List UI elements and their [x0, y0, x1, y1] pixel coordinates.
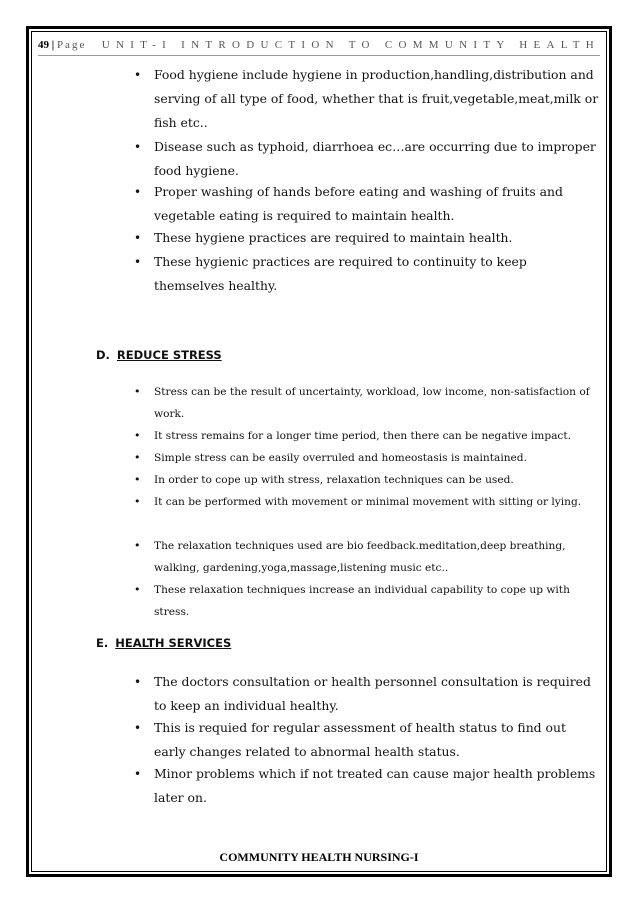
bullet-icon: • — [134, 721, 142, 735]
section-letter: D. — [96, 348, 110, 362]
list-item — [134, 670, 600, 718]
list-item-text: This is requied for regular assessment of health status to find out early changes related to abnormal health status. — [154, 720, 566, 759]
list-item — [134, 135, 600, 183]
page-separator: | — [51, 39, 55, 51]
list-item-text: Minor problems which if not treated can cause major health problems later on. — [154, 766, 596, 805]
list-item — [134, 250, 600, 298]
list-item — [134, 63, 600, 135]
section-title: HEALTH SERVICES — [115, 636, 232, 650]
bullet-icon: • — [134, 429, 141, 442]
list-item — [134, 447, 600, 469]
bullet-icon: • — [134, 675, 142, 689]
list-item-text: These relaxation techniques increase an individual capability to cope up with stress. — [154, 584, 570, 618]
bullet-icon: • — [134, 231, 142, 245]
bullet-icon: • — [134, 495, 141, 508]
page-footer: COMMUNITY HEALTH NURSING-I — [219, 850, 419, 864]
bullet-icon: • — [134, 385, 141, 398]
page-number-label — [38, 39, 86, 51]
section-letter: E. — [96, 636, 109, 650]
page-word: Page — [56, 39, 87, 51]
list-item-text: It stress remains for a longer time period, then there can be negative impact. — [154, 430, 571, 442]
bullet-icon: • — [134, 473, 141, 486]
list-item — [134, 535, 600, 579]
list-item — [134, 716, 600, 764]
list-item-text: It can be performed with movement or minimal movement with sitting or lying. — [154, 496, 582, 508]
bullet-icon: • — [134, 451, 141, 464]
list-item — [134, 491, 600, 513]
list-item — [134, 762, 600, 810]
bullet-icon: • — [134, 255, 142, 269]
list-item — [134, 425, 600, 447]
list-item — [134, 180, 600, 228]
list-item — [134, 469, 600, 491]
list-item — [134, 226, 600, 250]
bullet-icon: • — [134, 185, 142, 199]
list-item-text: These hygienic practices are required to continuity to keep themselves healthy. — [154, 254, 527, 293]
unit-title: UNIT-I INTRODUCTION TO COMMUNITY HEALTH — [101, 39, 600, 51]
list-item-text: The relaxation techniques used are bio feedback.meditation,deep breathing, walking, gardening,yoga,massage,listening music etc.. — [154, 540, 566, 574]
bullet-icon: • — [134, 767, 142, 781]
bullet-icon: • — [134, 68, 142, 82]
list-item-text: In order to cope up with stress, relaxation techniques can be used. — [154, 474, 514, 486]
section-heading-health-services — [96, 636, 231, 650]
bullet-icon: • — [134, 583, 141, 596]
list-item-text: Proper washing of hands before eating and washing of fruits and vegetable eating is required to maintain health. — [154, 184, 563, 223]
list-item-text: The doctors consultation or health personnel consultation is required to keep an individual healthy. — [154, 674, 591, 713]
bullet-icon: • — [134, 140, 142, 154]
list-item-text: Simple stress can be easily overruled and homeostasis is maintained. — [154, 452, 527, 464]
list-item-text: Food hygiene include hygiene in production,handling,distribution and serving of all type of food, whether that is fruit,vegetable,meat,milk or fish etc.. — [154, 67, 599, 130]
list-item — [134, 579, 600, 623]
section-heading-reduce-stress — [96, 348, 222, 362]
list-item-text: These hygiene practices are required to maintain health. — [154, 230, 513, 245]
section-title: REDUCE STRESS — [116, 348, 222, 362]
bullet-icon: • — [134, 539, 141, 552]
page-number: 49 — [38, 39, 49, 51]
list-item-text: Disease such as typhoid, diarrhoea ec…are occurring due to improper food hygiene. — [154, 139, 596, 178]
page-header — [38, 39, 600, 56]
list-item-text: Stress can be the result of uncertainty, workload, low income, non-satisfaction of work. — [154, 386, 590, 420]
list-item — [134, 381, 600, 425]
